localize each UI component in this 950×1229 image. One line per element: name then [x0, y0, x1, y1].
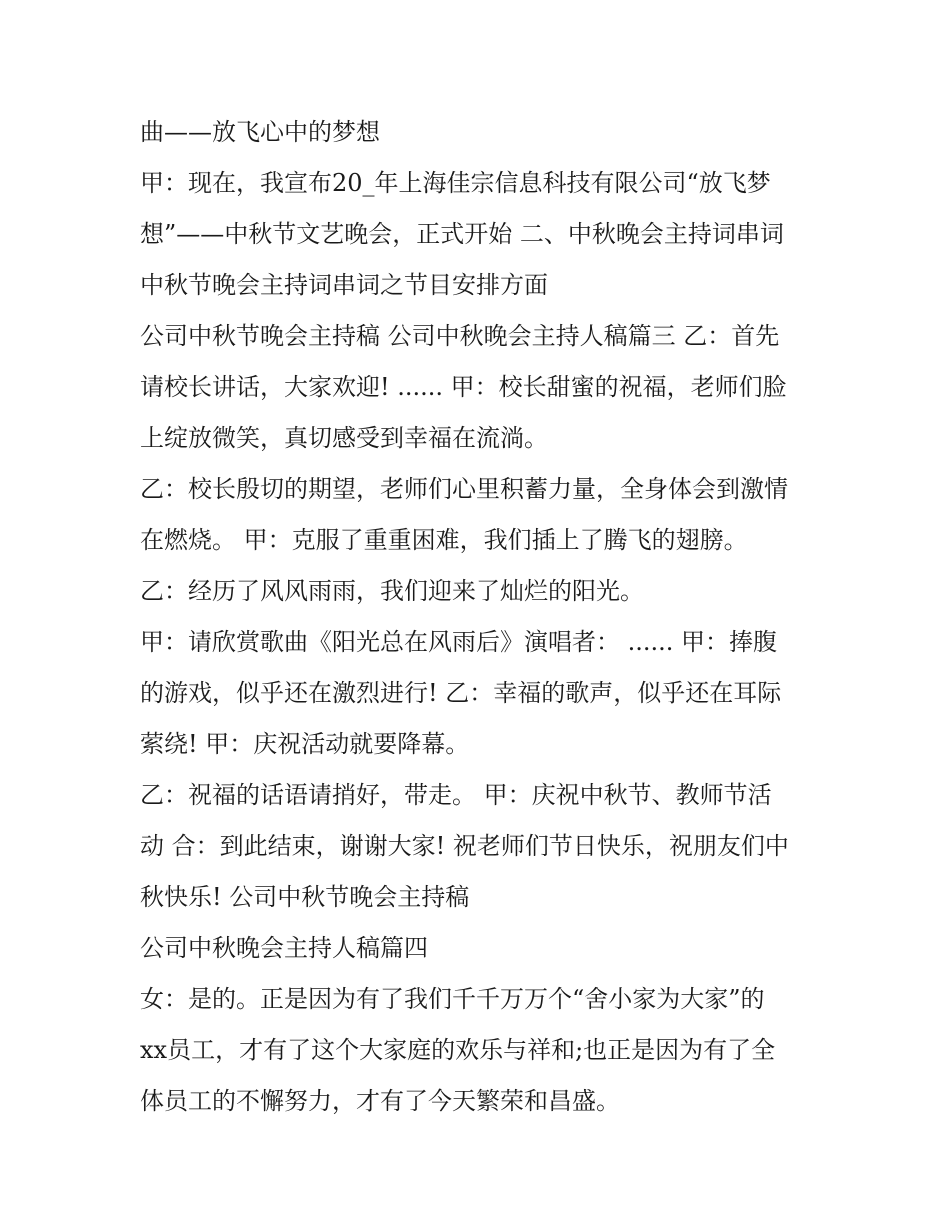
- text-line: 萦绕! 甲：庆祝活动就要降幕。: [140, 730, 470, 758]
- text-line: 公司中秋节晚会主持稿 公司中秋晚会主持人稿篇三 乙：首先: [140, 322, 780, 350]
- text-line: 乙：经历了风风雨雨，我们迎来了灿烂的阳光。: [140, 577, 644, 605]
- text-line: 甲：现在，我宣布20_年上海佳宗信息科技有限公司“放飞梦: [140, 169, 771, 197]
- text-line: 女：是的。正是因为有了我们千千万万个“舍小家为大家”的: [140, 985, 765, 1013]
- text-line: 想”——中秋节文艺晚会，正式开始 二、中秋晚会主持词串词: [140, 220, 784, 248]
- text-line: 秋快乐! 公司中秋节晚会主持稿: [140, 883, 470, 911]
- text-line: 动 合：到此结束，谢谢大家! 祝老师们节日快乐，祝朋友们中: [140, 832, 789, 860]
- text-line: 的游戏，似乎还在激烈进行! 乙：幸福的歌声，似乎还在耳际: [140, 679, 782, 707]
- text-line: 曲——放飞心中的梦想: [140, 118, 380, 146]
- text-line: 乙：祝福的话语请捎好，带走。 甲：庆祝中秋节、教师节活: [140, 781, 772, 809]
- document-body: [140, 107, 820, 1127]
- text-line: 在燃烧。 甲：克服了重重困难，我们插上了腾飞的翅膀。: [140, 526, 748, 554]
- text-line: 乙：校长殷切的期望，老师们心里积蓄力量，全身体会到激情: [140, 475, 788, 503]
- text-line: 请校长讲话，大家欢迎! ...... 甲：校长甜蜜的祝福，老师们脸: [140, 373, 787, 401]
- text-line: xx员工，才有了这个大家庭的欢乐与祥和;也正是因为有了全: [140, 1036, 776, 1064]
- text-line: 体员工的不懈努力，才有了今天繁荣和昌盛。: [140, 1087, 620, 1115]
- section-heading: 公司中秋晚会主持人稿篇四: [140, 934, 428, 962]
- text-line: 中秋节晚会主持词串词之节目安排方面: [140, 271, 548, 299]
- text-line: 甲：请欣赏歌曲《阳光总在风雨后》演唱者： ...... 甲：捧腹: [140, 628, 778, 656]
- text-line: 上绽放微笑，真切感受到幸福在流淌。: [140, 424, 548, 452]
